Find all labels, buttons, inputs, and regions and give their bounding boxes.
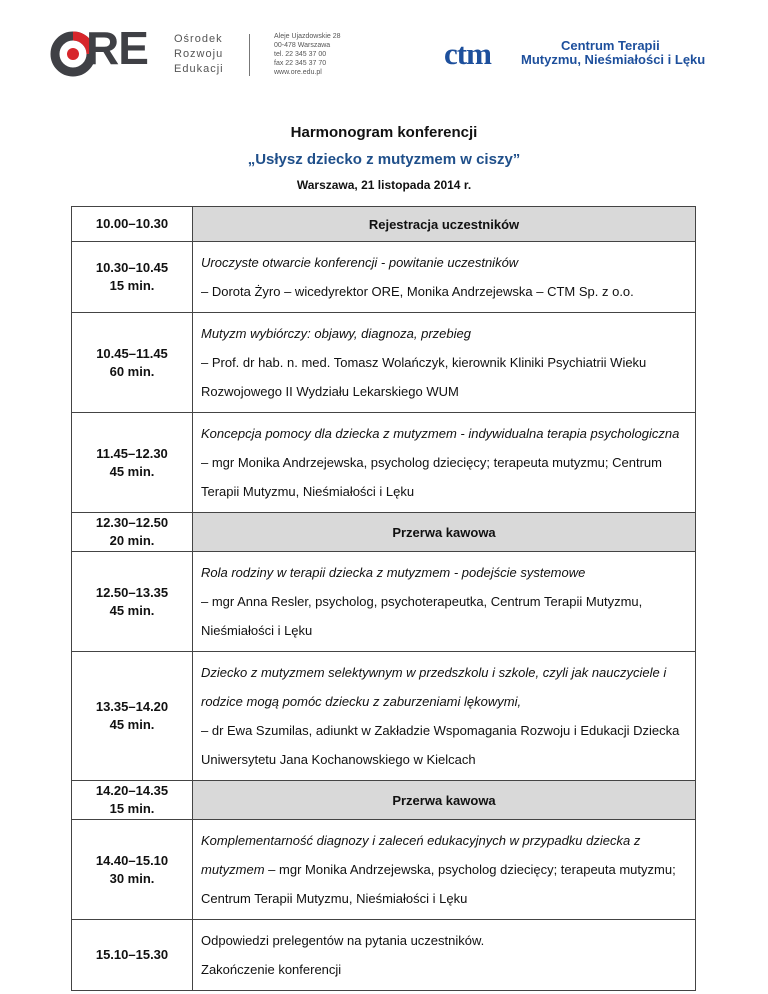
talk-speaker: – Dorota Żyro – wicedyrektor ORE, Monika Andrzejewska – CTM Sp. z o.o. <box>201 284 634 299</box>
address-line: 00-478 Warszawa <box>274 42 331 49</box>
talk-cell <box>193 652 696 781</box>
table-row <box>72 781 696 820</box>
time-cell: 12.50–13.35 45 min. <box>72 552 193 652</box>
table-row <box>72 242 696 313</box>
ctm-mark: ctm <box>444 36 491 71</box>
schedule-table <box>71 206 696 991</box>
closing-cell <box>193 920 696 991</box>
time-cell: 14.20–14.35 15 min. <box>72 781 193 820</box>
address-line: Aleje Ujazdowskie 28 <box>274 33 341 40</box>
table-row <box>72 552 696 652</box>
time-cell: 12.30–12.50 20 min. <box>72 513 193 552</box>
talk-cell <box>193 242 696 313</box>
talk-topic: Dziecko z mutyzmem selektywnym w przedszkolu i szkole, czyli jak nauczyciele i rodzice mogą pomóc dziecku z zaburzeniami lękowymi, <box>201 665 667 709</box>
table-row <box>72 413 696 513</box>
ore-name-line: Rozwoju <box>174 48 224 60</box>
ctm-name <box>521 39 705 67</box>
talk-topic: Uroczyste otwarcie konferencji - powitanie uczestników <box>201 255 519 270</box>
time-cell: 10.45–11.45 60 min. <box>72 313 193 413</box>
talk-cell <box>193 413 696 513</box>
ore-address <box>274 32 341 77</box>
talk-speaker: – Prof. dr hab. n. med. Tomasz Wolańczyk, kierownik Kliniki Psychiatrii Wieku Rozwojowego II Wydziału Lekarskiego WUM <box>201 355 647 399</box>
table-row <box>72 820 696 920</box>
talk-cell <box>193 820 696 920</box>
ctm-name-line2: Mutyzmu, Nieśmiałości i Lęku <box>521 52 706 67</box>
talk-cell <box>193 313 696 413</box>
closing-line: Odpowiedzi prelegentów na pytania uczestników. <box>201 933 485 948</box>
document-titles <box>0 124 768 192</box>
time-cell: 10.00–10.30 <box>72 207 193 242</box>
table-row <box>72 513 696 552</box>
address-line: www.ore.edu.pl <box>274 69 322 76</box>
ctm-name-line1: Centrum Terapii <box>561 38 660 53</box>
talk-topic: Koncepcja pomocy dla dziecka z mutyzmem - indywidualna terapia psychologiczna <box>201 426 680 441</box>
table-row <box>72 313 696 413</box>
talk-cell <box>193 552 696 652</box>
address-line: fax 22 345 37 70 <box>274 60 327 67</box>
time-cell: 15.10–15.30 <box>72 920 193 991</box>
address-line: tel. 22 345 37 00 <box>274 51 327 58</box>
time-cell: 10.30–10.45 15 min. <box>72 242 193 313</box>
table-row <box>72 920 696 991</box>
talk-topic: Rola rodziny w terapii dziecka z mutyzmem - podejście systemowe <box>201 565 586 580</box>
page-title: Harmonogram konferencji <box>290 124 478 141</box>
talk-topic: Komplementarność diagnozy i zaleceń edukacyjnych w przypadku dziecka z mutyzmem <box>201 833 641 877</box>
ore-letters: RE <box>86 22 148 74</box>
talk-topic: Mutyzm wybiórczy: objawy, diagnoza, przebieg <box>201 326 471 341</box>
table-row <box>72 207 696 242</box>
talk-speaker: – mgr Monika Andrzejewska, psycholog dziecięcy; terapeuta mutyzmu; Centrum Terapii Mutyzmu, Nieśmiałości i Lęku <box>201 455 662 499</box>
break-cell: Przerwa kawowa <box>193 513 696 552</box>
talk-speaker: – dr Ewa Szumilas, adiunkt w Zakładzie Wspomagania Rozwoju i Edukacji Dziecka Uniwersytetu Jana Kochanowskiego w Kielcach <box>201 723 680 767</box>
ore-name <box>174 32 224 77</box>
page-header <box>0 0 768 100</box>
break-cell: Przerwa kawowa <box>193 781 696 820</box>
conference-name: „Usłysz dziecko z mutyzmem w ciszy” <box>247 151 521 168</box>
time-cell: 11.45–12.30 45 min. <box>72 413 193 513</box>
talk-speaker: – mgr Anna Resler, psycholog, psychoterapeutka, Centrum Terapii Mutyzmu, Nieśmiałości i Lęku <box>201 594 643 638</box>
time-cell: 13.35–14.20 45 min. <box>72 652 193 781</box>
ore-name-line: Ośrodek <box>174 33 223 45</box>
break-cell: Rejestracja uczestników <box>193 207 696 242</box>
talk-speaker: – mgr Monika Andrzejewska, psycholog dziecięcy; terapeuta mutyzmu; Centrum Terapii Mutyzmu, Nieśmiałości i Lęku <box>201 862 676 906</box>
table-row <box>72 652 696 781</box>
place-date: Warszawa, 21 listopada 2014 r. <box>296 178 472 192</box>
header-divider <box>249 34 250 76</box>
closing-line: Zakończenie konferencji <box>201 962 342 977</box>
time-cell: 14.40–15.10 30 min. <box>72 820 193 920</box>
ore-name-line: Edukacji <box>174 63 224 75</box>
